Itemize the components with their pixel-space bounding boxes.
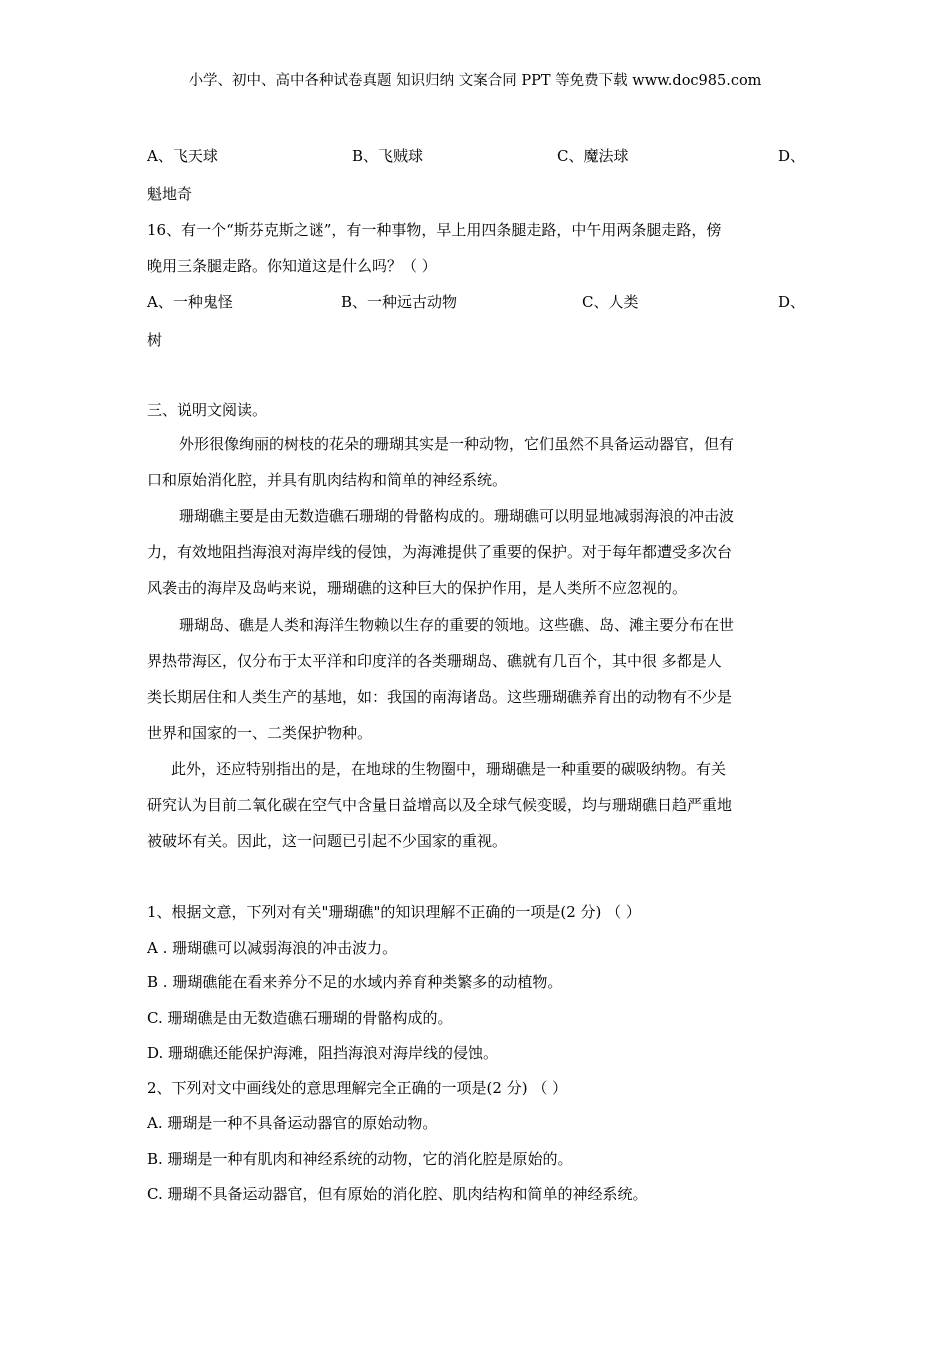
q2-option-a: A. 珊瑚是一种不具备运动器官的原始动物。 [147,1114,438,1132]
q1-option-b: B . 珊瑚礁能在看来养分不足的水域内养育种类繁多的动植物。 [147,973,563,991]
q1-option-c: C. 珊瑚礁是由无数造礁石珊瑚的骨骼构成的。 [147,1009,453,1027]
q15-option-c: C、魔法球 [557,147,629,165]
q16-option-d-text: 树 [147,331,163,349]
q16-stem-line1: 16、有一个“斯芬克斯之谜”，有一种事物，早上用四条腿走路，中午用两条腿走路，傍 [147,221,722,239]
q16-option-c: C、人类 [582,293,639,311]
q15-option-b: B、飞贼球 [352,147,424,165]
q16-option-d: D、 [778,293,806,311]
q2-option-c: C. 珊瑚不具备运动器官，但有原始的消化腔、肌肉结构和简单的神经系统。 [147,1185,648,1203]
para3-line2: 界热带海区，仅分布于太平洋和印度洋的各类珊瑚岛、礁就有几百个，其中很 多都是人 [147,652,722,670]
q1-stem: 1、根据文意，下列对有关"珊瑚礁"的知识理解不正确的一项是(2 分) （ ） [147,903,641,921]
para4-line1: 此外，还应特别指出的是，在地球的生物圈中，珊瑚礁是一种重要的碳吸纳物。有关 [171,760,727,778]
q2-stem: 2、下列对文中画线处的意思理解完全正确的一项是(2 分) （ ） [147,1079,568,1097]
para4-line2: 研究认为目前二氧化碳在空气中含量日益增高以及全球气候变暖，均与珊瑚礁日趋严重地 [147,796,733,814]
section-title: 三、说明文阅读。 [147,401,268,419]
q1-option-a: A . 珊瑚礁可以减弱海浪的冲击波力。 [147,939,398,957]
q16-option-a: A、一种鬼怪 [147,293,233,311]
q15-option-d: D、 [778,147,806,165]
para4-line3: 被破坏有关。因此，这一问题已引起不少国家的重视。 [147,832,508,850]
q15-option-a: A、飞天球 [147,147,218,165]
page-header: 小学、初中、高中各种试卷真题 知识归纳 文案合同 PPT 等免费下载 www.doc985.com [188,73,762,89]
para1-line1: 外形很像绚丽的树枝的花朵的珊瑚其实是一种动物，它们虽然不具备运动器官，但有 [179,435,735,453]
para3-line3: 类长期居住和人类生产的基地，如：我国的南海诸岛。这些珊瑚礁养育出的动物有不少是 [147,688,733,706]
para2-line3: 风袭击的海岸及岛屿来说，珊瑚礁的这种巨大的保护作用，是人类所不应忽视的。 [147,579,688,597]
q15-option-d-text: 魁地奇 [147,185,193,203]
q1-option-d: D. 珊瑚礁还能保护海滩，阻挡海浪对海岸线的侵蚀。 [147,1044,499,1062]
para3-line4: 世界和国家的一、二类保护物种。 [147,724,373,742]
para2-line2: 力，有效地阻挡海浪对海岸线的侵蚀，为海滩提供了重要的保护。对于每年都遭受多次台 [147,543,733,561]
q16-stem-line2: 晚用三条腿走路。你知道这是什么吗？（ ） [147,257,437,275]
para2-line1: 珊瑚礁主要是由无数造礁石珊瑚的骨骼构成的。珊瑚礁可以明显地减弱海浪的冲击波 [179,507,735,525]
para1-line2: 口和原始消化腔，并具有肌肉结构和简单的神经系统。 [147,471,508,489]
q2-option-b: B. 珊瑚是一种有肌肉和神经系统的动物，它的消化腔是原始的。 [147,1150,573,1168]
q16-option-b: B、一种远古动物 [341,293,458,311]
para3-line1: 珊瑚岛、礁是人类和海洋生物赖以生存的重要的领地。这些礁、岛、滩主要分布在世 [179,616,735,634]
